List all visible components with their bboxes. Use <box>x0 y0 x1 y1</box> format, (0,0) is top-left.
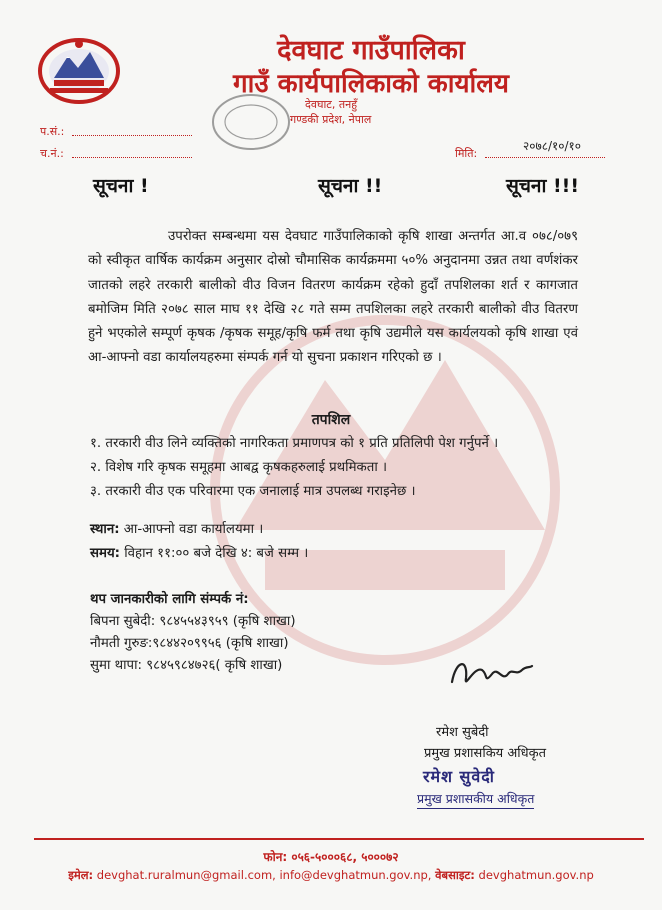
footer-divider <box>34 838 644 840</box>
address-district: देवघाट, तनहुँ <box>305 98 358 111</box>
venue-place <box>90 519 263 537</box>
chalani-line <box>72 157 192 158</box>
municipality-title: देवघाट गाउँपालिका <box>277 35 465 66</box>
address-province: गण्डकी प्रदेश, नेपाल <box>290 113 372 126</box>
footer-email-link[interactable]: devghat.ruralmun@gmail.com, info@devghatmun.gov.np, <box>93 868 436 882</box>
tapashil-item: ३. तरकारी वीउ एक परिवारमा एक जनालाई मात्र उपलब्ध गराइनेछ । <box>90 484 416 499</box>
footer-email-label: इमेल: <box>68 868 94 882</box>
footer-website-label: वेबसाइट: <box>435 868 475 882</box>
office-title: गाउँ कार्यपालिकाको कार्यालय <box>233 69 509 99</box>
notice-heading-3: सूचना !!! <box>506 175 579 197</box>
patra-sankhya-line <box>72 135 192 136</box>
footer-website-link[interactable]: devghatmun.gov.np <box>474 868 594 882</box>
venue-place-value: आ-आफ्नो वडा कार्यालयमा । <box>119 522 264 537</box>
venue-time-label: समय: <box>90 546 120 561</box>
signatory-name: रमेश सुबेदी <box>436 725 489 740</box>
venue-time <box>90 543 308 561</box>
chalani-label: च.नं.: <box>40 147 64 160</box>
miti-line <box>485 157 605 158</box>
venue-place-label: स्थान: <box>90 522 120 537</box>
patra-sankhya-label: प.सं.: <box>40 125 65 138</box>
miti-label: मिति: <box>455 147 478 160</box>
venue-time-value: विहान ११:०० बजे देखि ४: बजे सम्म । <box>119 546 309 561</box>
contact-line: बिपना सुबेदी: ९८४५५४३९५९ (कृषि शाखा) <box>90 614 296 629</box>
contact-heading: थप जानकारीको लागि संम्पर्क नं: <box>90 592 249 607</box>
handwritten-signature <box>446 652 536 694</box>
footer-phone: फोन: ०५६-५०००६८, ५०००७२ <box>263 850 399 864</box>
contact-line: नौमती गुरुङ:९८४४२०९९५६ (कृषि शाखा) <box>90 636 289 651</box>
signatory-name-stamp: रमेश सुवेदी <box>423 767 495 786</box>
letter-date: २०७८/१०/१० <box>523 139 582 153</box>
tapashil-item: १. तरकारी वीउ लिने व्यक्तिको नागरिकता प्रमाणपत्र को १ प्रति प्रतिलिपी पेश गर्नुपर्ने । <box>90 436 499 451</box>
notice-heading-1: सूचना ! <box>93 175 149 197</box>
signatory-designation: प्रमुख प्रशासकिय अधिकृत <box>424 746 547 761</box>
notice-body-paragraph: उपरोक्त सम्बन्धमा यस देवघाट गाउँपालिकाको कृषि शाखा अन्तर्गत आ.व ०७८/०७९ को स्वीकृत वार्षिक कार्यक्रम अनुसार दोस्रो चौमासिक कार्यक्रममा ५०% अनुदानमा उन्नत तथा वर्णशंकर जातको लहरे तरकारी बालीको वीउ विजन वितरण कार्यक्रम रहेको हुदाँ तपशिलका शर्त र कागजात बमोजिम मिति २०७८ साल माघ ११ देखि २८ गते सम्म तपशिलका लहरे तरकारी बालीको वीउ वितरण हुने भएकोले सम्पूर्ण कृषक /कृषक समूह/कृषि फर्म तथा कृषि उद्यमीले यस कार्यलयको कृषि शाखा एवं आ-आफ्नो वडा कार्यालयहरुमा संम्पर्क गर्न यो सुचना प्रकाशन गरिएको छ । <box>88 229 578 366</box>
tapashil-item: २. विशेष गरि कृषक समूहमा आबद्व कृषकहरुलाई प्रथमिकता । <box>90 460 388 475</box>
tapashil-heading: तपशिल <box>311 412 351 428</box>
signatory-designation-stamp: प्रमुख प्रशासकीय अधिकृत <box>417 790 534 809</box>
footer-contact <box>0 868 662 883</box>
contact-line: सुमा थापा: ९८४५९८४७२६( कृषि शाखा) <box>90 658 283 673</box>
office-round-stamp <box>210 92 292 152</box>
notice-heading-2: सूचना !! <box>318 175 383 197</box>
